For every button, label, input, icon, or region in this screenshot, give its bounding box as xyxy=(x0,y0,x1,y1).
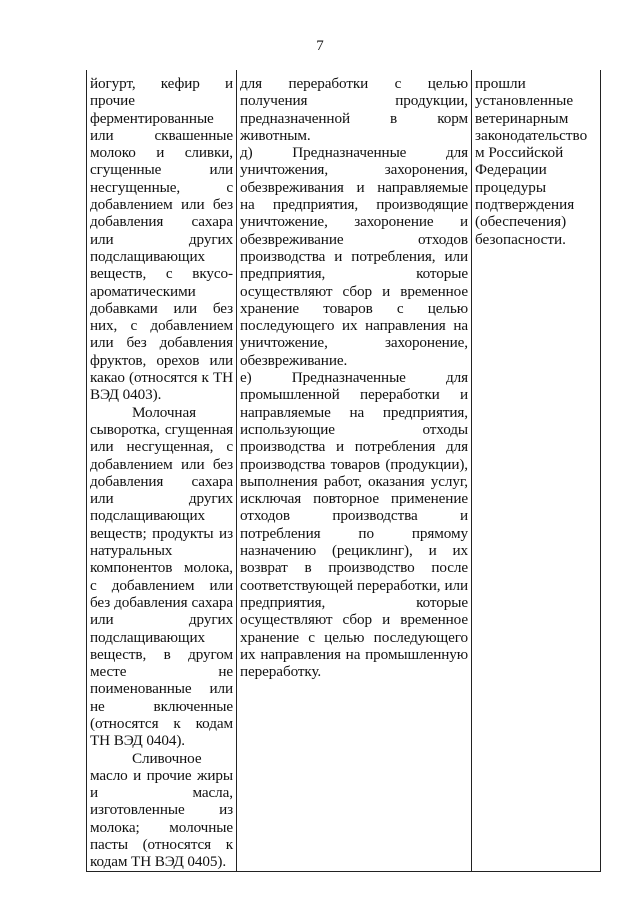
product-paragraph-butter: Сливочное масло и прочие жиры и масла, изготовленные из молока; молочные пасты (относятся к кодам ТН ВЭД 0405). xyxy=(90,749,233,871)
purpose-paragraph-e: е) Предназначенные для промышленной переработки и направляемые на предприятия, использующие отходы производства и потребления для производства товаров (продукции), выполнения работ, оказания услуг, исключая повторное применение отходов производства и потребления по прямому назначению (рециклинг), и их возврат в производство после соответствующей переработки, или предприятия, которые осуществляют сбор и временное хранение с целью последующего их направления на промышленную переработку. xyxy=(240,369,468,681)
product-description-cell xyxy=(87,70,237,871)
table-bottom-border xyxy=(87,871,601,872)
product-paragraph-whey: Молочная сыворотка, сгущенная или несгущенная, с добавлением или без добавления сахара или других подслащивающих веществ; продукты из натуральных компонентов молока, с добавлением или без добавления сахара или других подслащивающих веществ, в другом месте не поименованные или не включенные (относятся к кодам ТН ВЭД 0404). xyxy=(90,403,233,750)
document-table xyxy=(86,70,601,872)
purpose-cell xyxy=(237,70,472,871)
safety-procedures-cell xyxy=(472,70,601,871)
table-row xyxy=(87,70,601,871)
purpose-paragraph-d: д) Предназначенные для уничтожения, захоронения, обезвреживания и направляемые на предприятия, производящие уничтожение, захоронение и обезвреживание отходов производства и потребления, или предприятия, которые осуществляют сбор и временное хранение товаров с целью последующего их направления на уничтожение, захоронение, обезвреживание. xyxy=(240,144,468,369)
page-number: 7 xyxy=(316,38,324,54)
purpose-paragraph-feed: для переработки с целью получения продукции, предназначенной в корм животным. xyxy=(240,75,468,144)
product-paragraph-yogurt: йогурт, кефир и прочие ферментированные или сквашенные молоко и сливки, сгущенные или несгущенные, с добавлением или без добавления сахара или других подслащивающих веществ, с вкусо-ароматическими добавками или без них, с добавлением или без добавления фруктов, орехов или какао (относятся к ТН ВЭД 0403). xyxy=(90,75,233,404)
safety-paragraph: прошли установленные ветеринарным законодательство м Российской Федерации процедуры подтверждения (обеспечения) безопасности. xyxy=(475,75,588,248)
